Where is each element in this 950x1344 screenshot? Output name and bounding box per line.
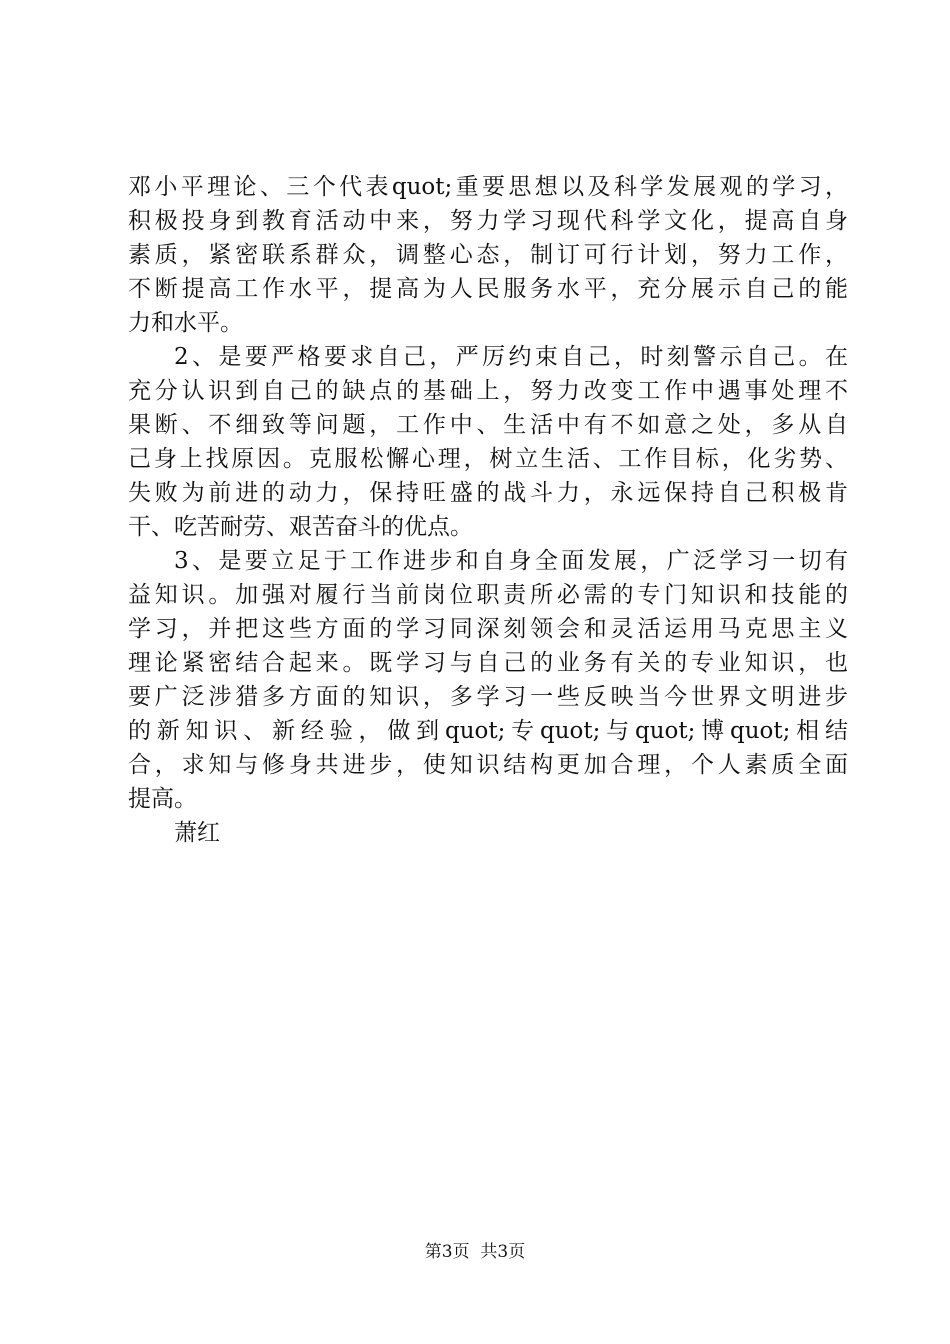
text-line: 学习，并把这些方面的学习同深刻领会和灵活运用马克思主义 [128, 616, 848, 642]
document-body [128, 170, 848, 850]
text-line: 的新知识、新经验，做到quot;专quot;与quot;博quot;相结 [128, 718, 848, 744]
text-line: 素质，紧密联系群众，调整心态，制订可行计划，努力工作， [128, 242, 848, 268]
text-line: 失败为前进的动力，保持旺盛的战斗力，永远保持自己积极肯 [128, 480, 848, 506]
text-line: 理论紧密结合起来。既学习与自己的业务有关的专业知识，也 [128, 650, 848, 676]
text-line: 力和水平。 [128, 310, 243, 336]
text-line: 积极投身到教育活动中来，努力学习现代科学文化，提高自身 [128, 208, 848, 234]
author-signature: 萧红 [174, 820, 220, 846]
text-line: 充分认识到自己的缺点的基础上，努力改变工作中遇事处理不 [128, 378, 848, 404]
text-line: 要广泛涉猎多方面的知识，多学习一些反映当今世界文明进步 [128, 684, 848, 710]
text-line: 不断提高工作水平，提高为人民服务水平，充分展示自己的能 [128, 276, 848, 302]
text-line: 益知识。加强对履行当前岗位职责所必需的专门知识和技能的 [128, 582, 848, 608]
text-line: 干、吃苦耐劳、艰苦奋斗的优点。 [128, 514, 473, 540]
text-line: 提高。 [128, 786, 197, 812]
page-footer: 第3页 共3页 [424, 1242, 526, 1262]
text-line: 3、是要立足于工作进步和自身全面发展，广泛学习一切有 [174, 548, 848, 574]
text-line: 果断、不细致等问题，工作中、生活中有不如意之处，多从自 [128, 412, 848, 438]
text-line: 邓小平理论、三个代表quot;重要思想以及科学发展观的学习， [128, 174, 848, 200]
text-line: 合，求知与修身共进步，使知识结构更加合理，个人素质全面 [128, 752, 848, 778]
text-line: 2、是要严格要求自己，严厉约束自己，时刻警示自己。在 [174, 344, 848, 370]
text-line: 己身上找原因。克服松懈心理，树立生活、工作目标，化劣势、 [128, 446, 848, 472]
